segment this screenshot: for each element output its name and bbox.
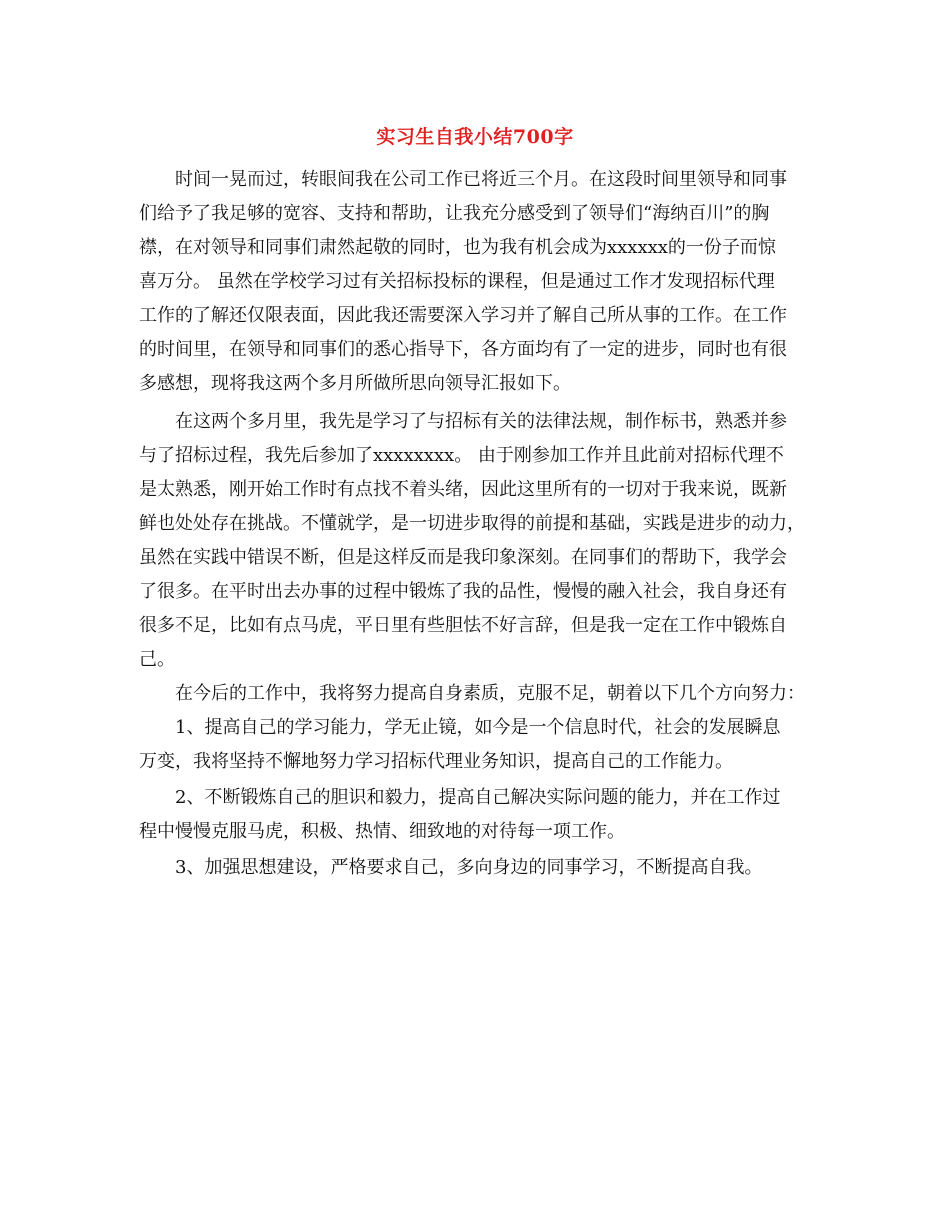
body-line: 3、加强思想建设，严格要求自己，多向身边的同事学习，不断提高自我。 — [139, 857, 763, 878]
body-line: 们给予了我足够的宽容、支持和帮助，让我充分感受到了领导们“海纳百川”的胸 — [139, 203, 770, 224]
body-line: 时间一晃而过，转眼间我在公司工作已将近三个月。在这段时间里领导和同事 — [139, 169, 787, 190]
body-line: 万变，我将坚持不懈地努力学习招标代理业务知识，提高自己的工作能力。 — [139, 751, 733, 772]
body-line: 鲜也处处存在挑战。不懂就学，是一切进步取得的前提和基础，实践是进步的动力， — [139, 513, 805, 534]
body-line: 很多不足，比如有点马虎，平日里有些胆怯不好言辞，但是我一定在工作中锻炼自 — [139, 615, 787, 636]
body-line: 2、不断锻炼自己的胆识和毅力，提高自己解决实际问题的能力，并在工作过 — [139, 787, 781, 808]
body-line: 了很多。在平时出去办事的过程中锻炼了我的品性，慢慢的融入社会，我自身还有 — [139, 581, 787, 602]
body-line: 己。 — [139, 649, 175, 670]
body-line: 的时间里，在领导和同事们的悉心指导下，各方面均有了一定的进步，同时也有很 — [139, 339, 787, 360]
body-line: 工作的了解还仅限表面，因此我还需要深入学习并了解自己所从事的工作。在工作 — [139, 305, 787, 326]
body-line: 与了招标过程，我先后参加了xxxxxxxx。 由于刚参加工作并且此前对招标代理不 — [139, 445, 784, 466]
body-line: 多感想，现将我这两个多月所做所思向领导汇报如下。 — [139, 373, 571, 394]
body-line: 1、提高自己的学习能力，学无止镜，如今是一个信息时代，社会的发展瞬息 — [139, 717, 781, 738]
body-line: 是太熟悉，刚开始工作时有点找不着头绪，因此这里所有的一切对于我来说，既新 — [139, 479, 787, 500]
body-line: 在今后的工作中，我将努力提高自身素质，克服不足，朝着以下几个方向努力： — [139, 683, 805, 704]
body-line: 喜万分。 虽然在学校学习过有关招标投标的课程，但是通过工作才发现招标代理 — [139, 271, 775, 292]
body-line: 在这两个多月里，我先是学习了与招标有关的法律法规，制作标书，熟悉并参 — [139, 411, 787, 432]
page-title: 实习生自我小结700字 — [376, 126, 574, 148]
body-line: 虽然在实践中错误不断，但是这样反而是我印象深刻。在同事们的帮助下，我学会 — [139, 547, 787, 568]
body-line: 程中慢慢克服马虎，积极、热情、细致地的对待每一项工作。 — [139, 821, 625, 842]
body-line: 襟，在对领导和同事们肃然起敬的同时，也为我有机会成为xxxxxx的一份子而惊 — [139, 237, 776, 258]
